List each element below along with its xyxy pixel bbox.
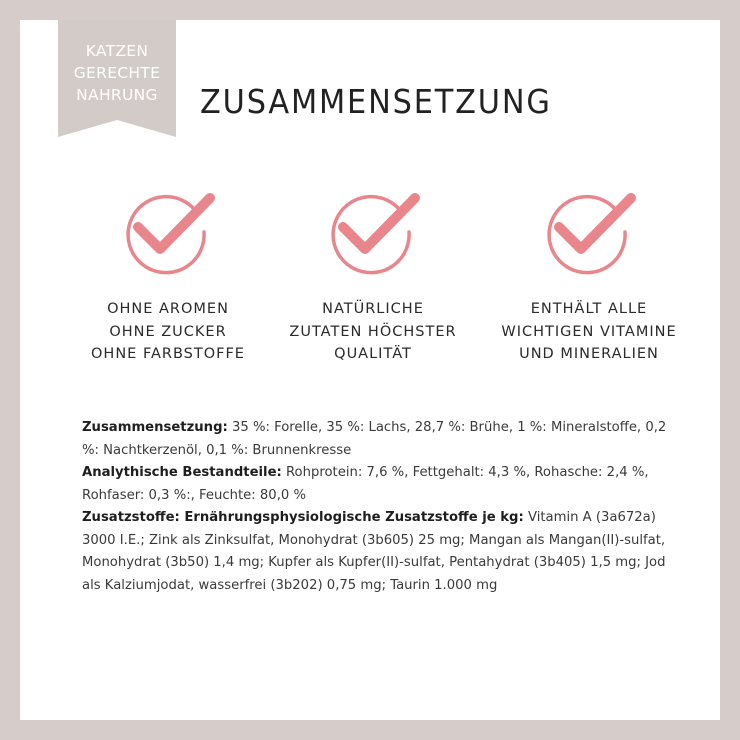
feature-line: QUALITÄT (334, 346, 412, 362)
feature-line: OHNE FARBSTOFFE (91, 346, 245, 362)
feature-no-additives (68, 180, 268, 366)
additives-paragraph (82, 507, 672, 597)
analytical-paragraph (82, 462, 672, 507)
banner-line: KATZEN (85, 42, 149, 60)
check-circle-icon (321, 180, 425, 280)
feature-line: OHNE AROMEN (107, 301, 229, 317)
feature-line: ENTHÄLT ALLE (530, 301, 648, 317)
analytical-value: Rohprotein: 7,6 %, Fettgehalt: 4,3 %, Rohasche: 2,4 %, Rohfaser: 0,3 %:, Feuchte: 80,0 % (82, 465, 649, 503)
banner-line: NAHRUNG (76, 86, 158, 104)
banner-text (58, 40, 176, 106)
feature-line: UND MINERALIEN (519, 346, 659, 362)
feature-text (489, 298, 689, 366)
feature-line: OHNE ZUCKER (109, 323, 227, 340)
feature-line: ZUTATEN HÖCHSTER (289, 323, 457, 340)
composition-text (82, 417, 672, 597)
feature-text (273, 298, 473, 366)
check-circle-icon (537, 180, 641, 280)
feature-line: WICHTIGEN VITAMINE (501, 323, 677, 340)
check-circle-icon (116, 180, 220, 280)
composition-label: Zusammensetzung: (82, 420, 228, 435)
composition-value: 35 %: Forelle, 35 %: Lachs, 28,7 %: Brühe, 1 %: Mineralstoffe, 0,2 %: Nachtkerzenöl, 0,1 %: Brunnenkresse (82, 420, 667, 458)
banner-ribbon (58, 20, 176, 137)
feature-line: NATÜRLICHE (322, 301, 424, 317)
additives-label: Zusatzstoffe: Ernährungsphysiologische Zusatzstoffe je kg: (82, 510, 524, 525)
banner-line: GERECHTE (73, 64, 161, 82)
feature-text (68, 298, 268, 366)
additives-value: Vitamin A (3a672a) 3000 I.E.; Zink als Zinksulfat, Monohydrat (3b605) 25 mg; Mangan als Mangan(II)-sulfat, Monohydrat (3b50) 1,4 mg; Kupfer als Kupfer(II)-sulfat, Pentahydrat (3b405) 1,5 mg; Jod als Kalziumjodat, wasserfrei (3b202) 0,75 mg; Taurin 1.000 mg (82, 510, 666, 593)
analytical-label: Analythische Bestandteile: (82, 465, 282, 480)
feature-vitamins-minerals (489, 180, 689, 366)
composition-paragraph (82, 417, 672, 462)
page-title: ZUSAMMENSETZUNG (200, 82, 552, 121)
feature-natural-ingredients (273, 180, 473, 366)
